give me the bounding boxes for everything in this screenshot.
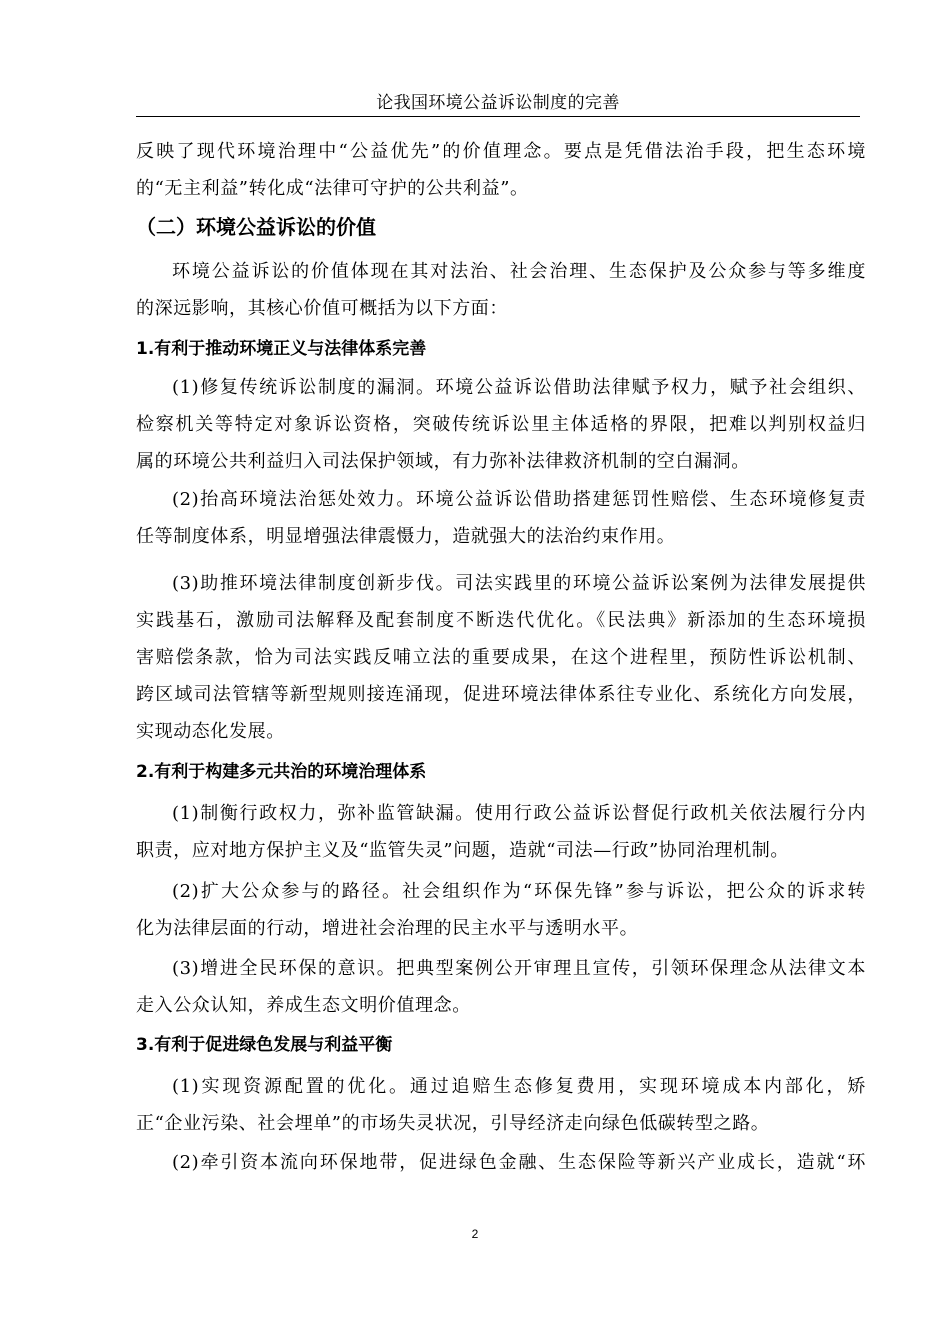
body-text-line: (2)牵引资本流向环保地带，促进绿色金融、生态保险等新兴产业成长，造就“环	[172, 1152, 866, 1173]
body-text-line: 的“无主利益”转化成“法律可守护的公共利益”。	[136, 178, 529, 199]
page-header-title: 论我国环境公益诉讼制度的完善	[376, 93, 620, 113]
subsection-heading: 2.有利于构建多元共治的环境治理体系	[136, 762, 427, 782]
body-text-line: 环境公益诉讼的价值体现在其对法治、社会治理、生态保护及公众参与等多维度	[172, 261, 866, 282]
body-text-line: 实践基石，激励司法解释及配套制度不断迭代优化。《民法典》新添加的生态环境损	[136, 610, 866, 631]
body-text-line: (2)扩大公众参与的路径。社会组织作为“环保先锋”参与诉讼，把公众的诉求转	[172, 881, 866, 902]
body-text-line: 跨区域司法管辖等新型规则接连涌现，促进环境法律体系往专业化、系统化方向发展，	[136, 684, 866, 705]
body-text-line: 反映了现代环境治理中“公益优先”的价值理念。要点是凭借法治手段，把生态环境	[136, 141, 866, 162]
body-text-line: 的深远影响，其核心价值可概括为以下方面：	[136, 298, 508, 319]
body-text-line: 职责，应对地方保护主义及“监管失灵”问题，造就“司法—行政”协同治理机制。	[136, 840, 790, 861]
body-text-line: 害赔偿条款，恰为司法实践反哺立法的重要成果，在这个进程里，预防性诉讼机制、	[136, 647, 866, 668]
subsection-heading: 1.有利于推动环境正义与法律体系完善	[136, 339, 427, 359]
header-divider	[136, 116, 860, 117]
body-text-line: (2)抬高环境法治惩处效力。环境公益诉讼借助搭建惩罚性赔偿、生态环境修复责	[172, 489, 866, 510]
body-text-line: (1)修复传统诉讼制度的漏洞。环境公益诉讼借助法律赋予权力，赋予社会组织、	[172, 377, 866, 398]
body-text-line: (1)实现资源配置的优化。通过追赔生态修复费用，实现环境成本内部化，矫	[172, 1076, 866, 1097]
body-text-line: (3)增进全民环保的意识。把典型案例公开审理且宣传，引领环保理念从法律文本	[172, 958, 866, 979]
body-text-line: 化为法律层面的行动，增进社会治理的民主水平与透明水平。	[136, 918, 639, 939]
body-text-line: 正“企业污染、社会埋单”的市场失灵状况，引导经济走向绿色低碳转型之路。	[136, 1113, 770, 1134]
body-text-line: 实现动态化发展。	[136, 721, 285, 742]
body-text-line: (3)助推环境法律制度创新步伐。司法实践里的环境公益诉讼案例为法律发展提供	[172, 573, 866, 594]
body-text-line: 走入公众认知，养成生态文明价值理念。	[136, 995, 471, 1016]
body-text-line: 检察机关等特定对象诉讼资格，突破传统诉讼里主体适格的界限，把难以判别权益归	[136, 414, 866, 435]
section-heading: （二）环境公益诉讼的价值	[136, 215, 376, 239]
body-text-line: 任等制度体系，明显增强法律震慑力，造就强大的法治约束作用。	[136, 526, 676, 547]
body-text-line: 属的环境公共利益归入司法保护领域，有力弥补法律救济机制的空白漏洞。	[136, 451, 750, 472]
body-text-line: (1)制衡行政权力，弥补监管缺漏。使用行政公益诉讼督促行政机关依法履行分内	[172, 803, 866, 824]
page-number: 2	[471, 1227, 479, 1241]
subsection-heading: 3.有利于促进绿色发展与利益平衡	[136, 1035, 393, 1055]
